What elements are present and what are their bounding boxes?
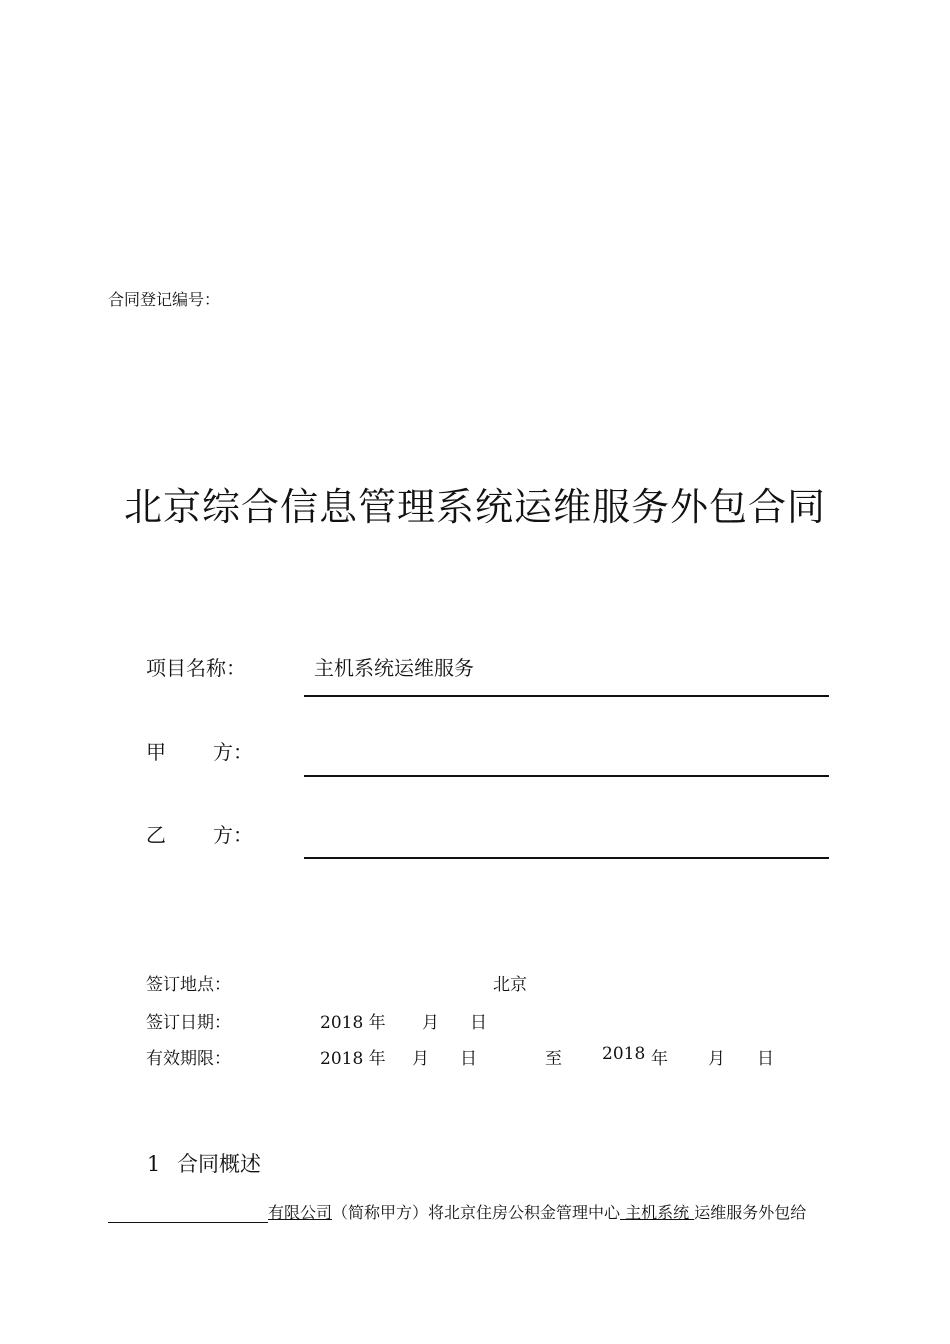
section-1-title: 合同概述 (177, 1152, 261, 1176)
validity-end-year: 2018 (602, 1044, 646, 1064)
party-b-underline (304, 857, 829, 859)
signing-date-day: 日 (470, 1013, 487, 1033)
party-a-underline (304, 775, 829, 777)
validity-end-month: 月 (708, 1049, 725, 1069)
validity-start-month: 月 (412, 1049, 429, 1069)
party-a-label-suffix: 方： (213, 740, 253, 764)
validity-end-day: 日 (757, 1049, 774, 1069)
validity-end-year-char: 年 (651, 1049, 668, 1069)
paragraph-text: （简称甲方）将北京住房公积金管理中心 (332, 1203, 621, 1222)
validity-start-year: 2018 年 (320, 1049, 386, 1069)
registration-number-label: 合同登记编号： (108, 290, 221, 309)
party-a-name-blank (108, 1203, 268, 1223)
party-a-label-char: 甲 (146, 740, 166, 764)
section-1-number: 1 (147, 1152, 161, 1176)
company-suffix: 有限公司 (268, 1203, 333, 1222)
signing-place-value: 北京 (493, 975, 527, 995)
signing-date-label: 签订日期： (146, 1013, 231, 1033)
party-b-label-suffix: 方： (213, 823, 253, 847)
system-name-blank: 主机系统 (620, 1203, 695, 1222)
validity-start-day: 日 (460, 1049, 477, 1069)
document-title: 北京综合信息管理系统运维服务外包合同 (123, 485, 826, 529)
section-1-heading (147, 1148, 261, 1178)
project-name-label: 项目名称： (146, 656, 246, 680)
signing-date-year: 2018 年 (320, 1013, 386, 1033)
signing-date-month: 月 (422, 1013, 439, 1033)
project-name-value: 主机系统运维服务 (314, 656, 474, 680)
party-b-label-char: 乙 (146, 823, 166, 847)
validity-label: 有效期限： (146, 1049, 231, 1069)
signing-place-label: 签订地点： (146, 975, 231, 995)
paragraph-text-continued: 运维服务外包给 (694, 1203, 807, 1222)
validity-to: 至 (545, 1049, 562, 1069)
section-1-paragraph-line (108, 1200, 806, 1223)
project-name-underline (304, 695, 829, 697)
